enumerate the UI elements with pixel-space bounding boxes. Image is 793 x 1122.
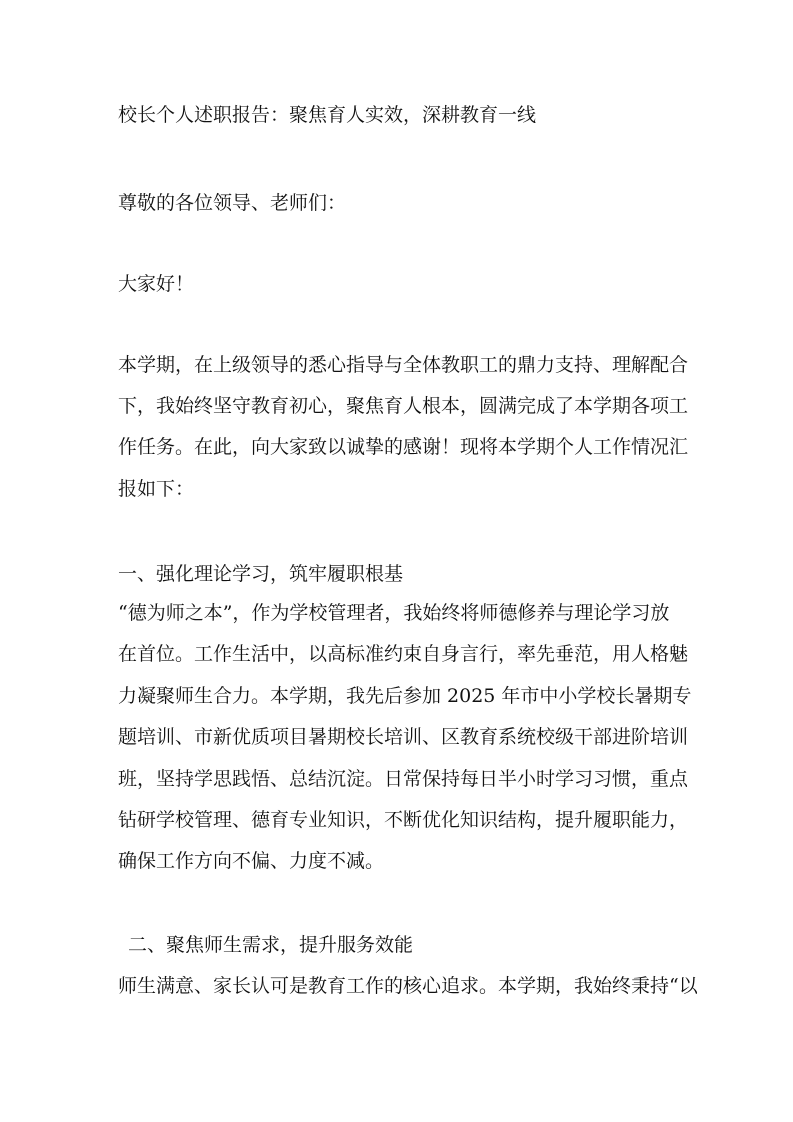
intro-line: 报如下： — [118, 478, 195, 500]
body-line: 在首位。工作生活中，以高标准约束自身言行，率先垂范，用人格魅 — [118, 643, 689, 665]
intro-line: 下，我始终坚守教育初心，聚焦育人根本，圆满完成了本学期各项工 — [118, 395, 689, 417]
body-line: 师生满意、家长认可是教育工作的核心追求。本学期，我始终秉持“以 — [118, 975, 698, 997]
intro-line: 作任务。在此，向大家致以诚挚的感谢！现将本学期个人工作情况汇 — [118, 436, 689, 458]
document-title: 校长个人述职报告：聚焦育人实效，深耕教育一线 — [118, 104, 537, 126]
salutation: 尊敬的各位领导、老师们： — [118, 192, 347, 214]
body-line: “德为师之本”，作为学校管理者，我始终将师德修养与理论学习放 — [118, 602, 670, 624]
body-line: 题培训、市新优质项目暑期校长培训、区教育系统校级干部进阶培训 — [118, 726, 689, 748]
greeting: 大家好！ — [118, 273, 195, 295]
body-line: 班，坚持学思践悟、总结沉淀。日常保持每日半小时学习习惯，重点 — [118, 768, 689, 790]
body-line: 确保工作方向不偏、力度不减。 — [118, 850, 385, 872]
section-heading: 一、强化理论学习，筑牢履职根基 — [118, 563, 404, 585]
body-line: 力凝聚师生合力。本学期，我先后参加 2025 年市中小学校长暑期专 — [118, 685, 692, 707]
section-heading: 二、聚焦师生需求，提升服务效能 — [128, 934, 414, 956]
intro-line: 本学期，在上级领导的悉心指导与全体教职工的鼎力支持、理解配合 — [118, 354, 689, 376]
body-line: 钻研学校管理、德育专业知识，不断优化知识结构，提升履职能力， — [118, 809, 689, 831]
